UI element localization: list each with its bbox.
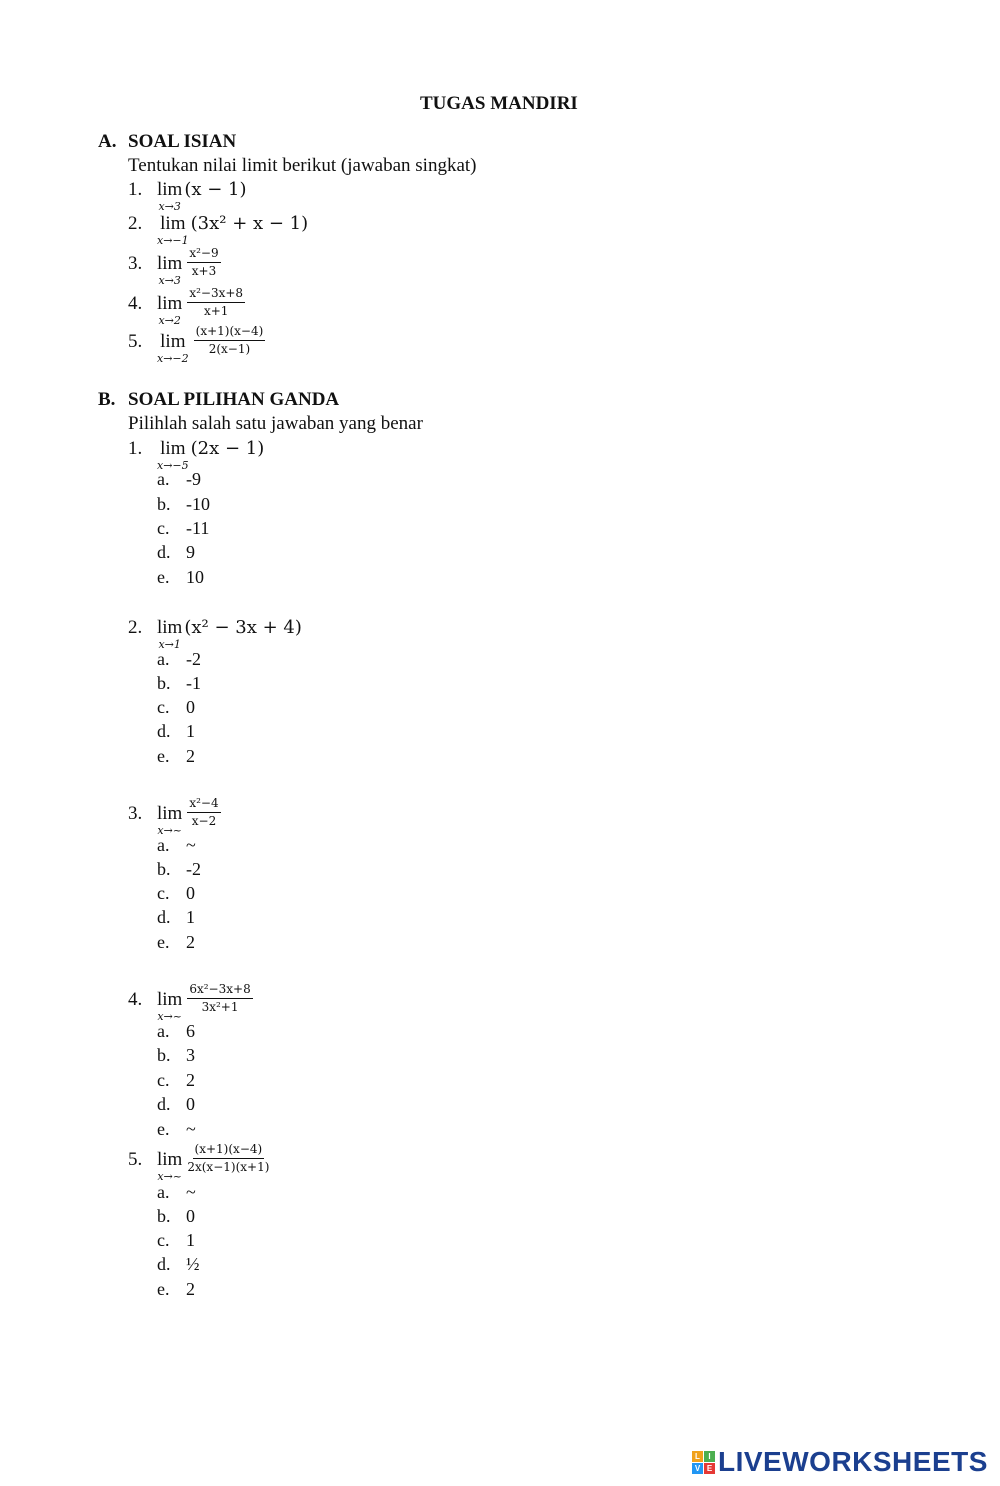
b2-body: (x² − 3x + 4) bbox=[184, 617, 302, 638]
b4-option-d[interactable]: d. 0 bbox=[157, 1094, 195, 1114]
section-a-title: SOAL ISIAN bbox=[128, 131, 237, 152]
a5-expression bbox=[157, 324, 265, 365]
b2-option-e[interactable]: e. 2 bbox=[157, 746, 195, 766]
a3-number: 3. bbox=[128, 253, 143, 274]
limit-operator: lim x→~ bbox=[157, 989, 183, 1023]
section-b-title: SOAL PILIHAN GANDA bbox=[128, 389, 340, 410]
b1-expression bbox=[157, 438, 264, 471]
b2-option-b[interactable]: b. -1 bbox=[157, 673, 201, 693]
b1-option-b[interactable]: b. -10 bbox=[157, 494, 210, 514]
b4-option-c[interactable]: c. 2 bbox=[157, 1070, 195, 1090]
b3-option-d[interactable]: d. 1 bbox=[157, 907, 195, 927]
b5-option-e[interactable]: e. 2 bbox=[157, 1279, 195, 1299]
b4-option-e[interactable]: e. ~ bbox=[157, 1119, 196, 1139]
b4-option-a[interactable]: a. 6 bbox=[157, 1021, 195, 1041]
fraction: $\frac{\text{x²−9}}{x+3}$ bbox=[189, 246, 219, 278]
section-b-instruction: Pilihlah salah satu jawaban yang benar bbox=[128, 413, 423, 434]
b5-number: 5. bbox=[128, 1149, 143, 1170]
section-a-instruction: Tentukan nilai limit berikut (jawaban singkat) bbox=[128, 155, 477, 176]
b1-option-e[interactable]: e. 10 bbox=[157, 567, 204, 587]
section-a-letter: A. bbox=[98, 131, 117, 152]
b5-expression bbox=[157, 1142, 270, 1183]
b5-option-b[interactable]: b. 0 bbox=[157, 1206, 195, 1226]
a1-body: (x − 1) bbox=[184, 179, 247, 200]
limit-operator: lim x→3 bbox=[157, 253, 183, 287]
limit-operator: lim x→−2 bbox=[157, 331, 189, 365]
b5-option-a[interactable]: a. ~ bbox=[157, 1182, 196, 1202]
fraction: $\frac{(x+1)(x-4)}{2(x-1)}$ bbox=[195, 324, 264, 356]
a4-number: 4. bbox=[128, 293, 143, 314]
b1-option-d[interactable]: d. 9 bbox=[157, 542, 195, 562]
a2-number: 2. bbox=[128, 213, 143, 234]
b4-number: 4. bbox=[128, 989, 143, 1010]
a4-expression bbox=[157, 286, 245, 327]
limit-operator: lim x→1 bbox=[157, 617, 183, 651]
b2-option-d[interactable]: d. 1 bbox=[157, 721, 195, 741]
logo-text: LIVEWORKSHEETS bbox=[718, 1446, 988, 1477]
b3-expression bbox=[157, 796, 221, 837]
b2-expression bbox=[157, 617, 302, 650]
section-b-letter: B. bbox=[98, 389, 116, 410]
b1-number: 1. bbox=[128, 438, 143, 459]
b2-option-c[interactable]: c. 0 bbox=[157, 697, 195, 717]
fraction: $\frac{(x+1)(x-4)}{2x(x-1)(x+1)}$ bbox=[187, 1142, 270, 1174]
a2-expression bbox=[157, 213, 308, 246]
logo-mark-icon: L I V E bbox=[692, 1451, 715, 1474]
limit-operator: lim x→3 bbox=[157, 179, 183, 213]
limit-operator: lim x→~ bbox=[157, 803, 183, 837]
a1-expression bbox=[157, 179, 247, 212]
fraction: $\frac{\text{x²−3x+8}}{x+1}$ bbox=[189, 286, 244, 318]
b3-number: 3. bbox=[128, 803, 143, 824]
limit-operator: lim x→−5 bbox=[157, 438, 189, 472]
limit-operator: lim x→~ bbox=[157, 1149, 183, 1183]
b3-option-c[interactable]: c. 0 bbox=[157, 883, 195, 903]
page-title: TUGAS MANDIRI bbox=[420, 93, 578, 114]
a3-expression bbox=[157, 246, 221, 287]
b3-option-b[interactable]: b. -2 bbox=[157, 859, 201, 879]
b4-expression bbox=[157, 982, 253, 1023]
b3-option-a[interactable]: a. ~ bbox=[157, 835, 196, 855]
limit-operator: lim x→2 bbox=[157, 293, 183, 327]
a1-number: 1. bbox=[128, 179, 143, 200]
b2-number: 2. bbox=[128, 617, 143, 638]
a2-body: (3x² + x − 1) bbox=[190, 213, 309, 234]
a5-number: 5. bbox=[128, 331, 143, 352]
fraction: $\frac{\text{x²−4}}{x-2}$ bbox=[189, 796, 219, 828]
b1-option-a[interactable]: a. -9 bbox=[157, 469, 201, 489]
b5-option-c[interactable]: c. 1 bbox=[157, 1230, 195, 1250]
liveworksheets-logo[interactable] bbox=[692, 1446, 988, 1478]
b5-option-d[interactable]: d. ½ bbox=[157, 1254, 200, 1274]
limit-operator: lim x→−1 bbox=[157, 213, 189, 247]
b4-option-b[interactable]: b. 3 bbox=[157, 1045, 195, 1065]
b1-option-c[interactable]: c. -11 bbox=[157, 518, 210, 538]
fraction: $\frac{\text{6x²−3x+8}}{\text{3x²+1}}$ bbox=[189, 982, 251, 1014]
b1-body: (2x − 1) bbox=[190, 438, 265, 459]
b3-option-e[interactable]: e. 2 bbox=[157, 932, 195, 952]
b2-option-a[interactable]: a. -2 bbox=[157, 649, 201, 669]
